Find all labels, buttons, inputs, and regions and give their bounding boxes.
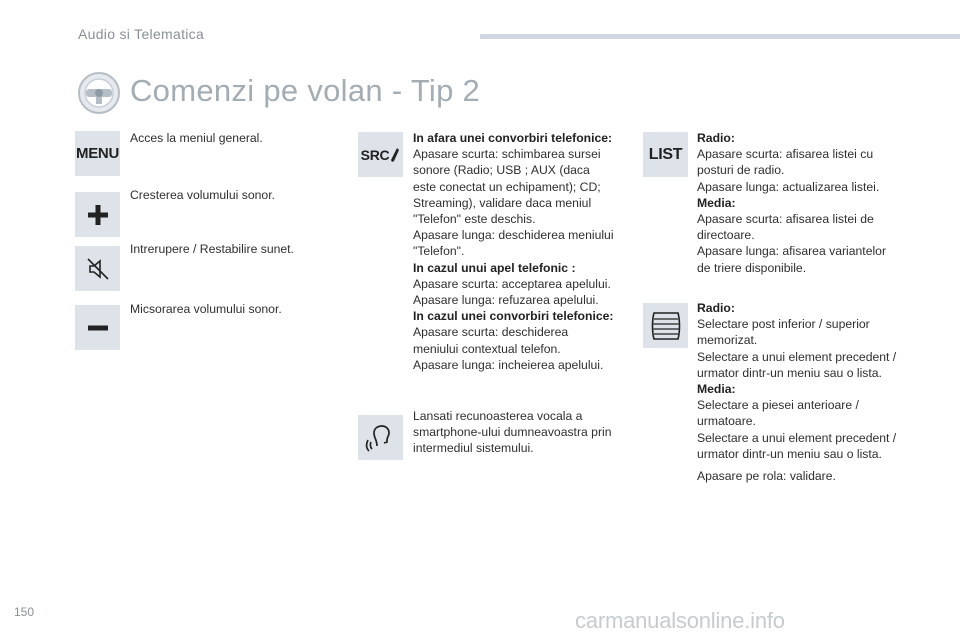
- list-button-icon: LIST: [643, 132, 688, 177]
- header-rule: [480, 34, 960, 39]
- volume-up-icon: [75, 192, 120, 237]
- volume-up-description: Cresterea volumului sonor.: [130, 188, 275, 202]
- thumbwheel-description: Radio: Selectare post inferior / superior memorizat. Selectare a unui element precedent / urmator dintr-un meniu sau o lista. Media: Selectare a piesei anterioare / urmatoare. Selectare a unui element precedent / urmator dintr-un meniu sau o lista.: [697, 301, 897, 461]
- volume-down-icon: [75, 305, 120, 350]
- src-description: In afara unei convorbiri telefonice: Apasare scurta: schimbarea sursei sonore (Radio; USB ; AUX (daca este conectat un echipament); CD; Streaming), validare daca meniul "Telefon" este deschis. Apasare lunga: deschiderea meniului "Telefon". In cazul unui apel telefonic : Apasare scurta: acceptarea apelului. Apasare lunga: refuzarea apelului. In cazul unei convorbiri telefonice: Apasare scurta: deschiderea meniului contextual telefon. Apasare lunga: incheierea apelului.: [413, 131, 614, 372]
- menu-button-icon: MENU: [75, 131, 120, 176]
- section-header: Audio si Telematica: [78, 26, 205, 42]
- mute-icon: [75, 246, 120, 291]
- src-phone-button-icon: SRC: [358, 132, 403, 177]
- watermark: carmanualsonline.info: [575, 608, 785, 633]
- thumbwheel-icon: [643, 303, 688, 348]
- page-title: Comenzi pe volan - Tip 2: [130, 73, 481, 108]
- voice-description: Lansati recunoasterea vocala a smartphone-ului dumneavoastra prin intermediul sistemului.: [413, 409, 612, 456]
- voice-recognition-icon: [358, 415, 403, 460]
- list-description: Radio: Apasare scurta: afisarea listei cu posturi de radio. Apasare lunga: actualizarea listei. Media: Apasare scurta: afisarea listei de directoare. Apasare lunga: afisarea variantelor de triere disponibile.: [697, 131, 887, 275]
- thumbwheel-press-description: Apasare pe rola: validare.: [697, 469, 836, 483]
- page-number: 150: [14, 605, 35, 619]
- menu-description: Acces la meniul general.: [130, 131, 263, 145]
- mute-description: Intrerupere / Restabilire sunet.: [130, 242, 294, 256]
- steering-wheel-icon: [76, 70, 122, 116]
- volume-down-description: Micsorarea volumului sonor.: [130, 302, 282, 316]
